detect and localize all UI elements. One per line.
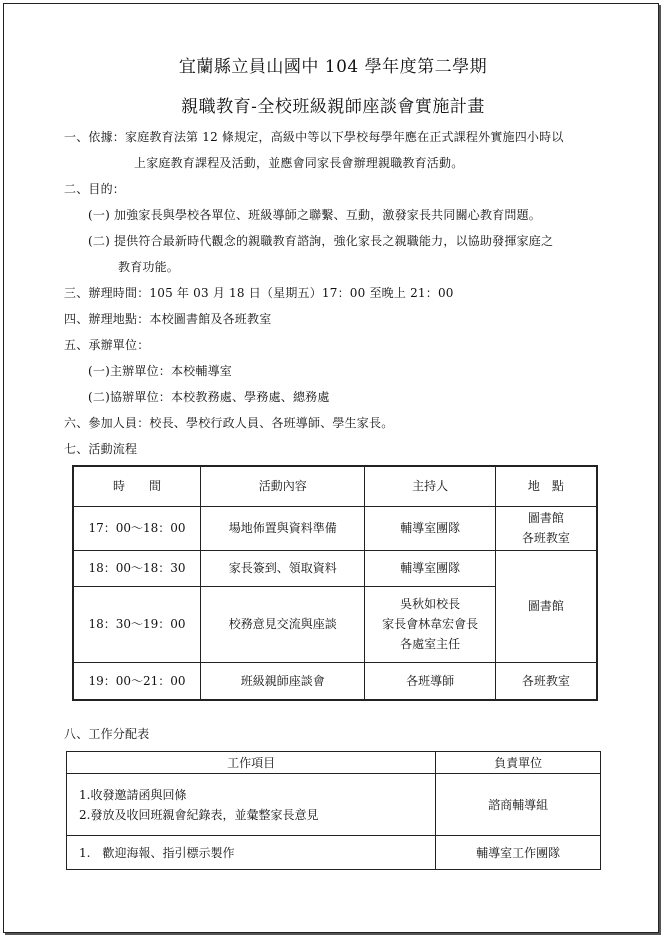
work-unit: 諮商輔導組 [436,774,601,836]
section1-text1: 家庭教育法第 12 條規定，高級中等以下學校每學年應在正式課程外實施四小時以 [125,130,564,144]
table-row [73,662,597,700]
table-row [67,774,601,836]
section1 [64,129,564,145]
doc-title-line2: 親職教育-全校班級親師座談會實施計畫 [181,97,485,117]
work-table [66,751,601,870]
schedule-place [495,506,597,550]
schedule-activity: 場地佈置與資料準備 [201,506,365,550]
schedule-place-line1: 圖書館 [527,511,564,525]
work-header-item: 工作項目 [67,752,436,774]
section5-item1: (一)主辦單位：本校輔導室 [88,364,232,378]
schedule-time: 17：00～18：00 [73,506,201,550]
schedule-time: 18：30～19：00 [73,586,201,662]
section2-item2a: (二) 提供符合最新時代觀念的親職教育諮詢，強化家長之親職能力，以協助發揮家庭之 [88,234,554,248]
work-unit: 輔導室工作團隊 [436,836,601,870]
doc-title-line1: 宜蘭縣立員山國中 104 學年度第二學期 [178,57,488,77]
schedule-place: 各班教室 [495,662,597,700]
schedule-header-row [73,466,597,506]
section5-label: 五、承辦單位： [64,338,150,352]
section2-item2b: 教育功能。 [118,260,180,274]
schedule-host [365,586,495,662]
schedule-header-host: 主持人 [365,466,495,506]
section4: 四、辦理地點：本校圖書館及各班教室 [64,312,272,326]
table-row [73,506,597,550]
section2-label: 二、目的： [64,182,126,196]
work-item-line2: 2.發放及收回班親會紀錄表，並彙整家長意見 [79,807,319,822]
schedule-host-line3: 各處室主任 [400,637,461,651]
schedule-table [72,465,598,701]
schedule-time: 18：00～18：30 [73,550,201,586]
schedule-header-place: 地 點 [495,466,597,506]
schedule-activity: 家長簽到、領取資料 [201,550,365,586]
schedule-host: 輔導室團隊 [365,506,495,550]
schedule-place-line2: 各班教室 [521,531,570,545]
section6: 六、參加人員：校長、學校行政人員、各班導師、學生家長。 [64,416,394,430]
work-item [67,774,436,836]
section7: 七、活動流程 [64,442,138,456]
section1-text2: 上家庭教育課程及活動，並應會同家長會辦理親職教育活動。 [134,156,464,170]
section2-item1: (一) 加強家長與學校各單位、班級導師之聯繫、互動，激發家長共同關心教育問題。 [88,208,541,222]
work-header-row [67,752,601,774]
work-header-unit: 負責單位 [436,752,601,774]
section5-item2: (二)協辦單位：本校教務處、學務處、總務處 [88,390,330,404]
schedule-header-time: 時 間 [73,466,201,506]
schedule-host-line2: 家長會林韋宏會長 [382,617,479,631]
schedule-header-activity: 活動內容 [201,466,365,506]
schedule-host-line1: 吳秋如校長 [400,597,461,611]
table-row [73,550,597,586]
work-item: 1. 歡迎海報、指引標示製作 [67,836,436,870]
schedule-host: 各班導師 [365,662,495,700]
section8: 八、工作分配表 [64,727,150,741]
schedule-activity: 校務意見交流與座談 [201,586,365,662]
schedule-time: 19：00～21：00 [73,662,201,700]
section1-label: 一、依據： [64,130,126,144]
schedule-host: 輔導室團隊 [365,550,495,586]
schedule-activity: 班級親師座談會 [201,662,365,700]
section3: 三、辦理時間：105 年 03 月 18 日（星期五）17：00 至晚上 21：00 [64,286,454,300]
work-item-line1: 1.收發邀請函與回條 [79,787,187,802]
schedule-place: 圖書館 [495,550,597,662]
table-row [67,836,601,870]
